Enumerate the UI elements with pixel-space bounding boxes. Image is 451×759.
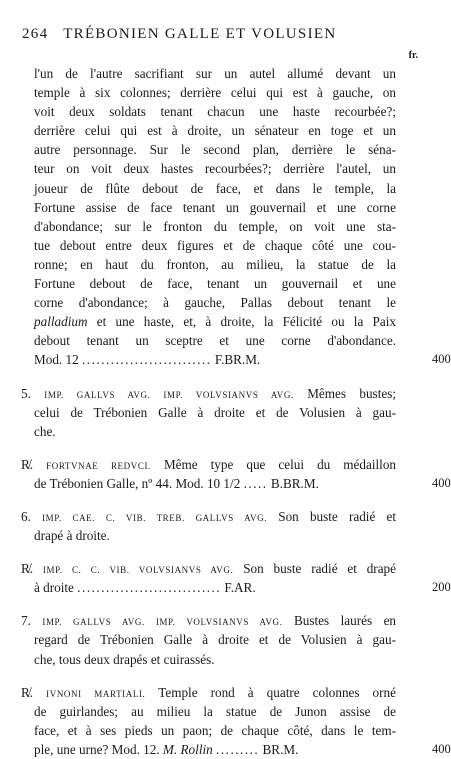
coin-legend: IMP. CAE. C. VIB. TREB. GALLVS AVG. — [42, 512, 268, 523]
entry-5 — [21, 384, 397, 441]
price: 400 — [432, 475, 451, 490]
text-line: Fortune debout de face, tenant un gouvernail et une — [34, 276, 396, 292]
text-line: derrière celui qui est à droite, un sénateur en toge et un — [34, 123, 396, 139]
text-line: che, tous deux drapés et cuirassés. — [34, 651, 215, 667]
collection-ref: BR.M. — [262, 741, 299, 757]
mod-line: ple, une urne? Mod. 12. M. Rollin ......... BR.M. 400 — [34, 740, 396, 759]
italic-word: palladium — [34, 314, 88, 330]
text-line: debout tenant un sceptre et une corne d'abondance. — [34, 333, 396, 349]
collection-ref: F.BR.M. — [214, 352, 261, 368]
text-line: R̸. IMP. C. C. VIB. VOLVSIANVS AVG. Son buste radié et drapé — [21, 561, 396, 577]
text-line: autre personnage. Sur le second plan, derrière le séna- — [34, 142, 396, 158]
reverse-mark: R̸. — [21, 456, 34, 472]
entry-number: 6. — [21, 508, 31, 524]
text-line: regard de Trébonien Galle à droite et de Volusien à gau- — [34, 632, 396, 648]
reverse-mark: R̸. — [21, 561, 34, 577]
text-line: joueur de flûte debout de face, et dans le temple, la — [34, 180, 396, 196]
price: 400 — [432, 352, 451, 367]
entry-number: 7. — [21, 613, 31, 629]
mod-line: à droite .............................. F.AR. 200 — [34, 578, 396, 597]
text-line: drapé à droite. — [34, 528, 110, 544]
margin-note: fr. — [408, 50, 418, 61]
text-line: de guirlandes; au milieu la statue de Junon assise de — [34, 703, 396, 719]
coin-legend: FORTVNAE REDVCI. — [46, 460, 151, 471]
running-header — [22, 26, 422, 43]
text-line: corne d'abondance; à gauche, Pallas debout tenant le — [34, 295, 396, 311]
text-line: voit deux soldats tenant chacun une haste recourbée?; — [34, 104, 396, 120]
text-line: ronne; en haut du fronton, au milieu, la statue de la — [34, 256, 396, 272]
text-line: palladium et une haste, et, à droite, la Félicité ou la Paix — [34, 314, 396, 330]
entry-7 — [21, 611, 397, 668]
collection-ref: F.AR. — [224, 580, 256, 596]
text-line: face, et à ses pieds un paon; de chaque côté, dans le tem- — [34, 722, 396, 738]
page-number: 264 — [22, 26, 49, 42]
page-body — [21, 64, 451, 759]
text-line: che. — [34, 423, 56, 439]
text-line: R̸. FORTVNAE REDVCI. Même type que celui du médaillon — [21, 456, 397, 472]
mod-line: Mod. 12 ........................... F.BR.M. 400 — [34, 350, 396, 369]
coin-legend: IMP. GALLVS AVG. IMP. VOLVSIANVS AVG. — [42, 617, 283, 628]
text-line: R̸. IVNONI MARTIALI. Temple rond à quatre colonnes orné — [21, 684, 396, 700]
text-line: celui de Trébonien Galle à droite et de Volusien à gau- — [34, 404, 396, 420]
entry-6 — [21, 507, 397, 545]
text-line: 7. IMP. GALLVS AVG. IMP. VOLVSIANVS AVG. Bustes laurés en — [21, 613, 397, 629]
coin-legend: IMP. C. C. VIB. VOLVSIANVS AVG. — [42, 565, 234, 576]
price: 400 — [432, 741, 451, 756]
collection-ref: B.BR.M. — [270, 475, 319, 491]
price: 200 — [432, 580, 451, 595]
coin-legend: IVNONI MARTIALI. — [46, 688, 146, 699]
text-line: Fortune assise de face tenant un gouvernail et une corne — [34, 199, 396, 215]
reverse-7 — [21, 683, 451, 759]
mod-line: de Trébonien Galle, nº 44. Mod. 10 1/2 ..... B.BR.M. 400 — [34, 474, 396, 493]
text-line: 6. IMP. CAE. C. VIB. TREB. GALLVS AVG. Son buste radié et — [21, 508, 397, 524]
reverse-mark: R̸. — [21, 684, 34, 700]
text-line: 5. IMP. GALLVS AVG. IMP. VOLVSIANVS AVG. Mêmes bustes; — [21, 385, 397, 401]
entry-number: 5. — [21, 385, 31, 401]
text-line: teur on voit deux hastes recourbées?; derrière l'autel, un — [34, 161, 396, 177]
reverse-5 — [21, 455, 451, 493]
intro-paragraph — [34, 64, 451, 370]
reverse-6 — [21, 559, 451, 597]
text-line: l'un de l'autre sacrifiant sur un autel allumé devant un — [34, 66, 396, 81]
text-line: d'abondance; sur le fronton du temple, on voit une sta- — [34, 218, 396, 234]
running-title: TRÉBONIEN GALLE ET VOLUSIEN — [63, 26, 337, 42]
coin-legend: IMP. GALLVS AVG. IMP. VOLVSIANVS AVG. — [44, 389, 294, 400]
italic-name: M. Rollin — [162, 741, 213, 757]
text-line: temple à six colonnes; derrière celui qui est à gauche, on — [34, 85, 396, 101]
text-line: tue debout entre deux figures et de chaque côté une cou- — [34, 237, 396, 253]
